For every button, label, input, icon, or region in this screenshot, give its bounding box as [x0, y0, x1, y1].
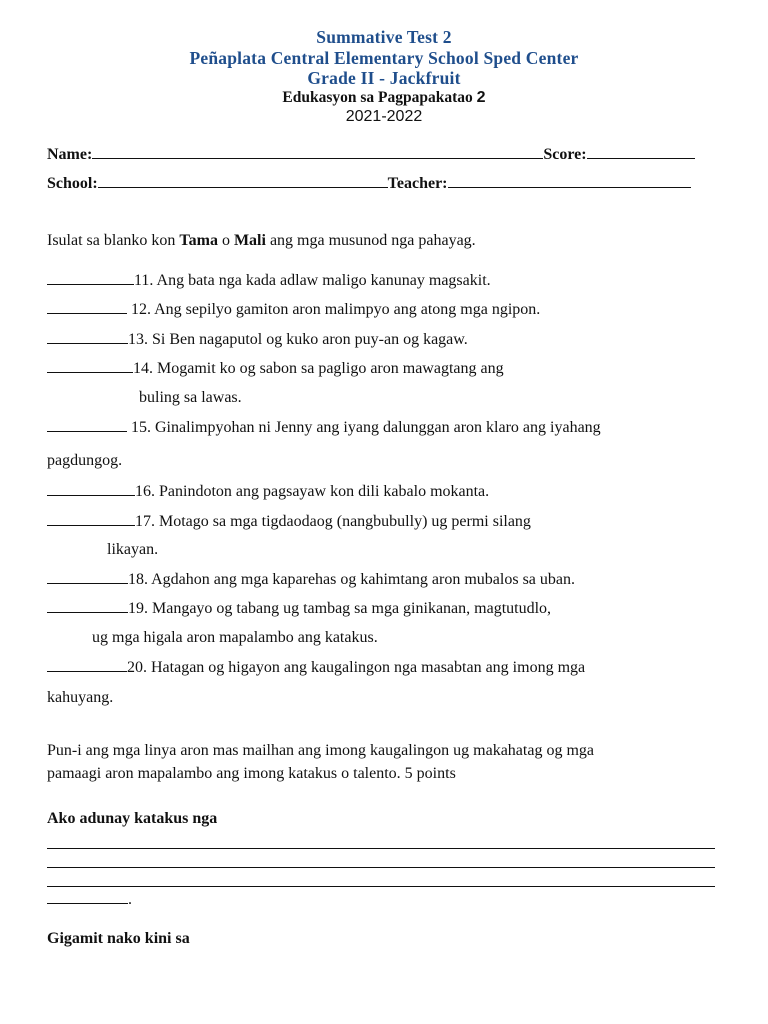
part1-instructions	[47, 232, 476, 250]
teacher-label: Teacher:	[387, 175, 448, 192]
list-item	[47, 599, 551, 618]
school-label: School:	[47, 175, 98, 192]
instr-o: o	[217, 232, 234, 249]
subject-title	[0, 89, 768, 107]
answer-blank[interactable]	[47, 330, 128, 344]
item-text: 15. Ginalimpyohan ni Jenny ang iyang dalunggan aron klaro ang iyahang	[127, 419, 601, 436]
answer-blank[interactable]	[47, 482, 135, 496]
list-item	[47, 512, 531, 531]
name-score-row	[47, 145, 695, 164]
list-item	[47, 658, 585, 677]
answer-blank[interactable]	[47, 418, 127, 432]
answer-line[interactable]	[47, 848, 715, 849]
answer-blank[interactable]	[47, 300, 127, 314]
item-text: 11. Ang bata nga kada adlaw maligo kanunay magsakit.	[134, 272, 491, 289]
school-blank[interactable]	[98, 174, 388, 188]
answer-blank[interactable]	[47, 271, 134, 285]
score-label: Score:	[543, 146, 587, 163]
item-continuation: ug mga higala aron mapalambo ang katakus.	[92, 629, 378, 646]
list-item	[47, 330, 468, 349]
answer-blank[interactable]	[47, 658, 127, 672]
prompt-gigamit: Gigamit nako kini sa	[47, 930, 190, 947]
answer-line[interactable]	[47, 867, 715, 868]
part2-instructions: Pun-i ang mga linya aron mas mailhan ang imong kaugalingon ug makahatag og mga	[47, 742, 594, 759]
answer-blank[interactable]	[47, 599, 128, 613]
item-text: 12. Ang sepilyo gamiton aron malimpyo ang atong mga ngipon.	[127, 301, 541, 318]
item-text: 19. Mangayo og tabang ug tambag sa mga ginikanan, magtutudlo,	[128, 600, 552, 617]
item-continuation: likayan.	[107, 541, 159, 558]
instr-text: Isulat sa blanko kon	[47, 232, 180, 249]
part2-instructions: pamaagi aron mapalambo ang imong katakus o talento. 5 points	[47, 765, 456, 782]
list-item	[47, 418, 601, 437]
school-name: Peñaplata Central Elementary School Sped Center	[189, 48, 579, 68]
school-year: 2021-2022	[345, 108, 423, 125]
score-blank[interactable]	[587, 145, 695, 159]
item-text: 16. Panindoton ang pagsayaw kon dili kabalo mokanta.	[135, 483, 490, 500]
school-teacher-row	[47, 174, 691, 193]
item-text: 14. Mogamit ko og sabon sa pagligo aron mawagtang ang	[133, 360, 504, 377]
list-item	[47, 359, 504, 378]
item-text: 18. Agdahon ang mga kaparehas og kahimtang aron mubalos sa uban.	[128, 571, 575, 588]
item-text: 17. Motago sa mga tigdaodaog (nangbubully) ug permi silang	[135, 513, 531, 530]
item-text: 20. Hatagan og higayon ang kaugalingon nga masabtan ang imong mga	[127, 659, 586, 676]
answer-blank[interactable]	[47, 890, 128, 904]
item-continuation: pagdungog.	[47, 452, 123, 469]
instr-tama: Tama	[179, 232, 218, 249]
end-period: .	[128, 891, 132, 908]
prompt-katakus: Ako adunay katakus nga	[47, 810, 218, 827]
subject-number: 2	[476, 89, 486, 106]
item-continuation: buling sa lawas.	[139, 389, 242, 406]
item-text: 13. Si Ben nagaputol og kuko aron puy-an og kagaw.	[128, 331, 468, 348]
answer-line-end	[47, 890, 132, 909]
test-title: Summative Test 2	[316, 27, 452, 47]
list-item	[47, 570, 575, 589]
answer-blank[interactable]	[47, 359, 133, 373]
item-continuation: kahuyang.	[47, 689, 114, 706]
grade-section: Grade II - Jackfruit	[307, 68, 461, 88]
answer-blank[interactable]	[47, 512, 135, 526]
list-item	[47, 300, 540, 319]
teacher-blank[interactable]	[448, 174, 691, 188]
answer-line[interactable]	[47, 886, 715, 887]
answer-blank[interactable]	[47, 570, 128, 584]
instr-mali: Mali	[233, 232, 266, 249]
list-item	[47, 271, 491, 290]
subject-name: Edukasyon sa Pagpapakatao	[282, 89, 473, 106]
list-item	[47, 482, 489, 501]
name-blank[interactable]	[92, 145, 543, 159]
name-label: Name:	[47, 146, 93, 163]
instr-text: ang mga musunod nga pahayag.	[265, 232, 476, 249]
